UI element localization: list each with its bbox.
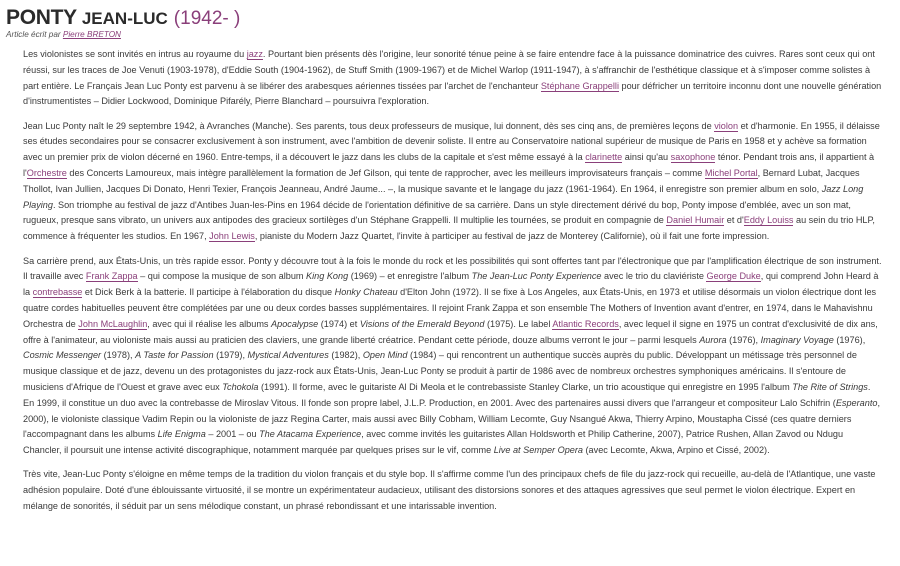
text-run: . En 1999, il constitue un duo avec la contrebasse de Miroslav Vitous. Il fonde son propre label, J.L.P. Production, en 2001. Avec des partenaires aussi divers que l'arrangeur et compositeur Lalo Schifrin ( — [23, 381, 871, 408]
inline-link[interactable]: John McLaughlin — [78, 318, 148, 329]
inline-link[interactable]: Daniel Humair — [666, 215, 725, 226]
text-run: (1991). Il forme, avec le guitariste Al Di Meola et le contrebassiste Stanley Clarke, un trio acoustique qui enregistre en 1995 l'album — [258, 381, 793, 392]
text-run: , Bernard Lubat, Jacques Thollot, Ivan Jullien, Jacques Di Donato, Henri Texier, François Jeanneau, André Jaume... –, la musique savante et le langage du jazz (1961-1964). En 1964, il enregistre son premier album en solo, — [23, 168, 860, 194]
italic-title: Mystical Adventures — [247, 350, 329, 361]
text-run: , 2000), le violoniste classique Vadim Repin ou la violoniste de jazz Regina Carter, mais aussi avec Billy Cobham, William Lecomte, Guy Nsangué Akwa, Thierry Arpino, Moustapha Cissé (ces quatre derniers l'accompagnant dans les albums — [23, 397, 880, 440]
title-surname: PONTY — [6, 6, 77, 29]
inline-link[interactable]: John Lewis — [209, 231, 255, 242]
text-run: – qui compose la musique de son album — [137, 271, 307, 282]
inline-link[interactable]: Michel Portal — [704, 168, 758, 179]
text-run: Les violonistes se sont invités en intrus au royaume du — [23, 49, 247, 59]
text-run: (1969) – et enregistre l'album — [348, 271, 472, 282]
inline-link[interactable]: George Duke — [706, 271, 761, 282]
italic-title: Live at Semper Opera — [493, 445, 583, 456]
text-run: , avec comme invités les guitaristes Allan Holdsworth et Philip Catherine, 2007), Patrice Rushen, Allan Zavod ou Ndugu Chancler, il poursuit une intense activité discographique, notamment marquée par quelques prises sur le vif, comme — [23, 429, 844, 456]
text-run: au sein du trio HLP, commence à fréquenter les studios. En 1967, — [23, 215, 875, 242]
italic-title: King Kong — [306, 271, 349, 282]
inline-link[interactable]: saxophone — [670, 152, 716, 163]
italic-title: Visions of the Emerald Beyond — [359, 318, 485, 329]
text-run: . Son triomphe au festival de jazz d'Antibes Juan-les-Pins en 1964 décide de l'orientation définitive de sa carrière. Dans un style directement dérivé du bop, Ponty impose d'emblée, avec un son mat, rugueux, presque sans vibrato, un univers aux antipodes des gracieux sortilèges d'un Stéphane Grappelli. Il multiplie les tournées, se produit en compagnie de — [23, 199, 851, 226]
italic-title: Apocalypse — [271, 318, 319, 329]
italic-title: Jazz Long Playing — [23, 183, 864, 210]
text-run: , avec lequel il signe en 1975 un contrat d'exclusivité de dix ans, offre à l'animateur, au violoniste mais aussi au praticien des claviers, une grande liberté créatrice. Pendant cette période, douze albums verront le jour – parmi lesquels — [23, 318, 878, 345]
paragraph — [23, 119, 882, 245]
text-run: (1975). Le label — [484, 318, 553, 329]
italic-title: Life Enigma — [157, 429, 206, 440]
italic-title: The Jean-Luc Ponty Experience — [471, 271, 602, 282]
text-run: – 2001 – ou — [205, 429, 260, 440]
text-run: . Pourtant bien présents dès l'origine, leur sonorité ténue peine à se faire entendre face à la puissance dominatrice des cuivres. Rares sont ceux qui ont réussi, sur les traces de Joe Venuti (1903-1978), d'Eddie South (1904-1962), de Stuff Smith (1909-1967) et de Michel Warlop (1911-1947), à s'affranchir de l'esthétique classique et à s'imposer comme solistes à part entière. Le Français Jean Luc Ponty est parvenu à se libérer des arabesques aériennes tissées par l'archet de l'enchanteur — [23, 49, 875, 91]
text-run: , pianiste du Modern Jazz Quartet, l'invite à participer au festival de jazz de Monterey (Californie), où il fait une forte impression. — [254, 231, 770, 242]
text-run: (1984) – qui rencontrent un authentique succès auprès du public. Développant un métissage très personnel de musique classique et de jazz, devenu un des protagonistes du jazz-rock aux États-Unis, Jean-Luc Ponty se produit à partir de 1986 avec de nombreux orchestres symphoniques américains. Il s'entoure de musiciens d'Afrique de l'Ouest et grave avec eux — [23, 350, 857, 392]
inline-link[interactable]: Stéphane Grappelli — [540, 80, 619, 91]
author-link[interactable]: Pierre BRETON — [62, 30, 121, 39]
inline-link[interactable]: Orchestre — [26, 168, 67, 179]
text-run: (1979), — [213, 350, 248, 361]
text-run: ténor. Pendant trois ans, il appartient à l' — [23, 152, 875, 179]
text-run: (avec Lecomte, Akwa, Arpino et Cissé, 2002). — [582, 445, 770, 456]
text-run: et Dick Berk à la batterie. Il participe à l'élaboration du disque — [82, 287, 335, 298]
italic-title: Open Mind — [362, 350, 408, 361]
italic-title: The Atacama Experience — [259, 429, 362, 440]
italic-title: A Taste for Passion — [135, 350, 214, 361]
text-run: (1982), — [328, 350, 363, 361]
text-run: des Concerts Lamoureux, mais intègre parallèlement la formation de Jef Gilson, qui tente de rapprocher, avec les meilleurs improvisateurs français – comme — [66, 168, 705, 179]
inline-link[interactable]: Frank Zappa — [85, 271, 138, 282]
inline-link[interactable]: jazz — [246, 49, 263, 59]
article-title — [6, 7, 892, 28]
inline-link[interactable]: Atlantic Records — [552, 318, 619, 329]
title-firstname: JEAN-LUC — [81, 9, 168, 28]
italic-title: The Rite of Strings — [792, 381, 868, 392]
article-body — [6, 47, 892, 515]
inline-link[interactable]: Eddy Louiss — [743, 215, 794, 226]
text-run: avec le trio du claviériste — [601, 271, 707, 282]
inline-link[interactable]: violon — [714, 120, 739, 131]
text-run: (1976), — [833, 334, 866, 345]
paragraph — [23, 47, 882, 110]
italic-title: Tchokola — [222, 381, 259, 392]
italic-title: Honky Chateau — [334, 287, 398, 298]
byline — [6, 30, 892, 39]
text-run: (1976), — [726, 334, 761, 345]
text-run: , qui comprend John Heard à la — [23, 271, 879, 298]
title-dates: (1942- ) — [173, 8, 241, 29]
text-run: et d'harmonie. En 1955, il délaisse ses études secondaires pour se consacrer exclusivement à son instrument, avec l'ambition de devenir soliste. Il entre au Conservatoire national supérieur de musique de Paris en 1958 et y achève sa formation avec un premier prix de violon décerné en 1960. Entre-temps, il a découvert le jazz dans les clubs de la capitale et s'est même essayé à la — [23, 120, 880, 163]
text-run: , avec qui il réalise les albums — [147, 318, 272, 329]
italic-title: Esperanto — [835, 397, 878, 408]
inline-link[interactable]: contrebasse — [32, 287, 83, 298]
inline-link[interactable]: clarinette — [585, 152, 623, 163]
italic-title: Aurora — [699, 334, 727, 345]
text-run: (1974) et — [318, 318, 360, 329]
text-run: (1978), — [101, 350, 136, 361]
byline-prefix: Article écrit par — [6, 30, 61, 39]
text-run: Sa carrière prend, aux États-Unis, un très rapide essor. Ponty y découvre tout à la fois le monde du rock et les possibilités qui sont offertes tant par l'électronique que par l'amplification électrique de son instrument. Il travaille avec — [23, 255, 882, 282]
text-run: Jean Luc Ponty naît le 29 septembre 1942, à Avranches (Manche). Ses parents, tous deux professeurs de musique, lui donnent, dès ses cinq ans, de premières leçons de — [23, 120, 715, 131]
paragraph — [23, 467, 882, 514]
text-run: ainsi qu'au — [622, 152, 671, 163]
italic-title: Imaginary Voyage — [760, 334, 834, 345]
text-run: Très vite, Jean-Luc Ponty s'éloigne en même temps de la tradition du violon français et du style bop. Il s'affirme comme l'un des principaux chefs de file du jazz-rock qui recueille, au-delà de l'Atlantique, une vaste adhésion populaire. Doté d'une éblouissante virtuosité, il se montre un expérimentateur audacieux, utilisant des distorsions sonores et des attaques agressives que seul permet le violon électrique. Expert en mélange de sonorités, il séduit par un sens mélodique constant, un phrasé rebondissant et une intarissable invention. — [23, 469, 876, 512]
paragraph — [23, 254, 882, 459]
text-run: d'Elton John (1972). Il se fixe à Los Angeles, aux États-Unis, en 1973 et utilise désormais un violon électrique dont les quatre cordes habituelles peuvent être complétées par une ou deux cordes basses supplémentaires. Il rejoint Frank Zappa et son ensemble The Mothers of Invention avant d'entrer, en 1974, dans le Mahavishnu Orchestra de — [23, 287, 877, 329]
italic-title: Cosmic Messenger — [23, 350, 102, 361]
text-run: et d' — [724, 215, 744, 226]
text-run: pour défricher un territoire inconnu dont une nouvelle génération d'instrumentistes – Didier Lockwood, Dominique Pifarély, Pierre Blanchard – poursuivra l'exploration. — [23, 80, 882, 107]
